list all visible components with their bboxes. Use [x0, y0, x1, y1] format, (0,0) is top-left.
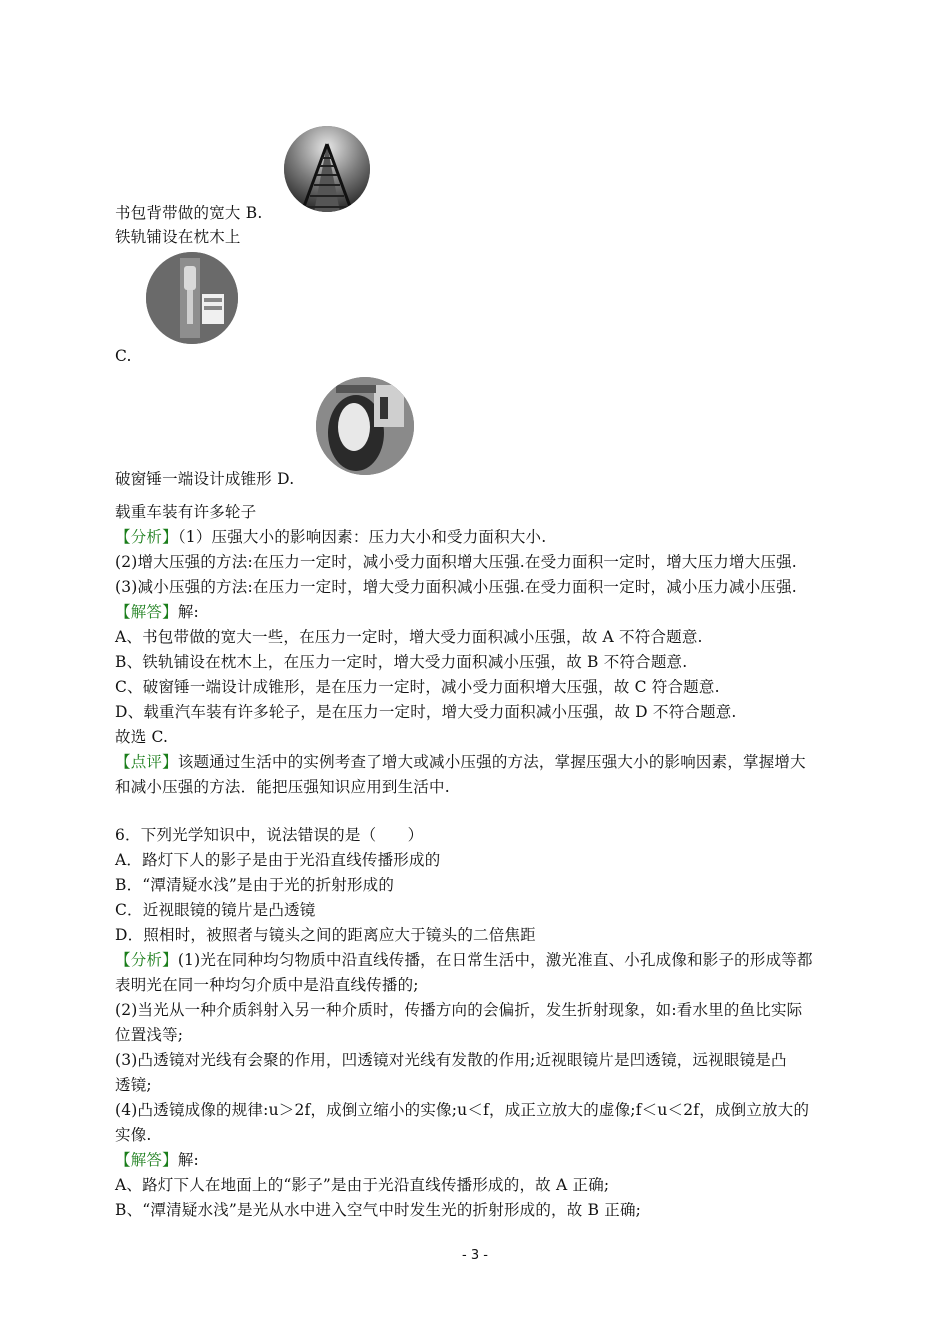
q5-analysis-1: 【分析】（1）压强大小的影响因素：压力大小和受力面积大小.: [115, 528, 547, 546]
q5-choose: 故选 C.: [115, 728, 169, 746]
q6-analysis-2b: 位置浅等;: [115, 1026, 184, 1044]
safety-hammer-photo: [146, 252, 238, 344]
q5-answer-c: C、破窗锤一端设计成锥形，是在压力一定时，减小受力面积增大压强，故 C 符合题意.: [115, 678, 720, 696]
q6-answer-intro: 【解答】解:: [115, 1151, 199, 1169]
q6-answer-b: B、“潭清疑水浅”是光从水中进入空气中时发生光的折射形成的，故 B 正确;: [115, 1201, 642, 1219]
q5-answer-d: D、载重汽车装有许多轮子，是在压力一定时，增大受力面积减小压强，故 D 不符合题意.: [115, 703, 737, 721]
q6-analysis-4a: (4)凸透镜成像的规律:u＞2f，成倒立缩小的实像;u＜f，成正立放大的虚像;f＜u＜2f，成倒立放大的: [115, 1101, 810, 1119]
page-number: - 3 -: [462, 1248, 488, 1263]
q6-analysis-3a: (3)凸透镜对光线有会聚的作用，凹透镜对光线有发散的作用;近视眼镜片是凹透镜，远视眼镜是凸: [115, 1051, 787, 1069]
q5-comment-1: 【点评】该题通过生活中的实例考查了增大或减小压强的方法，掌握压强大小的影响因素，掌握增大: [115, 753, 806, 771]
q5-answer-intro: 【解答】解:: [115, 603, 199, 621]
heavy-truck-photo: [316, 377, 414, 475]
q6-option-a: A．路灯下人的影子是由于光沿直线传播形成的: [115, 851, 441, 869]
q6-analysis-1b: 表明光在同一种均匀介质中是沿直线传播的;: [115, 976, 419, 994]
option-c-label: C.: [115, 347, 132, 365]
answer-tag: 【解答】: [115, 1151, 178, 1169]
q6-analysis-1a: 【分析】(1)光在同种均匀物质中沿直线传播，在日常生活中，激光准直、小孔成像和影子的形成等都: [115, 951, 813, 969]
q6-analysis-4b: 实像.: [115, 1126, 152, 1144]
option-d-label: 破窗锤一端设计成锥形 D.: [115, 470, 295, 488]
q5-comment-2: 和减小压强的方法．能把压强知识应用到生活中.: [115, 778, 450, 796]
analysis-tag: 【分析】: [115, 528, 178, 546]
option-d-text: 载重车装有许多轮子: [115, 503, 257, 521]
q6-analysis-2a: (2)当光从一种介质斜射入另一种介质时，传播方向的会偏折，发生折射现象，如:看水里的鱼比实际: [115, 1001, 803, 1019]
q5-analysis-2: (2)增大压强的方法:在压力一定时，减小受力面积增大压强.在受力面积一定时，增大压力增大压强.: [115, 553, 797, 571]
answer-tag: 【解答】: [115, 603, 178, 621]
q5-answer-a: A、书包带做的宽大一些，在压力一定时，增大受力面积减小压强，故 A 不符合题意.: [115, 628, 703, 646]
option-a-label: 书包背带做的宽大 B.: [115, 204, 263, 222]
q6-option-c: C．近视眼镜的镜片是凸透镜: [115, 901, 316, 919]
q6-answer-a: A、路灯下人在地面上的“影子”是由于光沿直线传播形成的，故 A 正确;: [115, 1176, 610, 1194]
q5-answer-b: B、铁轨铺设在枕木上，在压力一定时，增大受力面积减小压强，故 B 不符合题意.: [115, 653, 688, 671]
q6-option-b: B．“潭清疑水浅”是由于光的折射形成的: [115, 876, 395, 894]
comment-tag: 【点评】: [115, 753, 178, 771]
option-b-label: 铁轨铺设在枕木上: [115, 228, 241, 246]
q6-analysis-3b: 透镜;: [115, 1076, 152, 1094]
q6-question: 6．下列光学知识中，说法错误的是（ ）: [115, 826, 424, 844]
railway-track-photo: [284, 126, 370, 212]
q6-option-d: D．照相时，被照者与镜头之间的距离应大于镜头的二倍焦距: [115, 926, 536, 944]
q5-analysis-3: (3)减小压强的方法:在压力一定时，增大受力面积减小压强.在受力面积一定时，减小压力减小压强.: [115, 578, 797, 596]
analysis-tag: 【分析】: [115, 951, 178, 969]
